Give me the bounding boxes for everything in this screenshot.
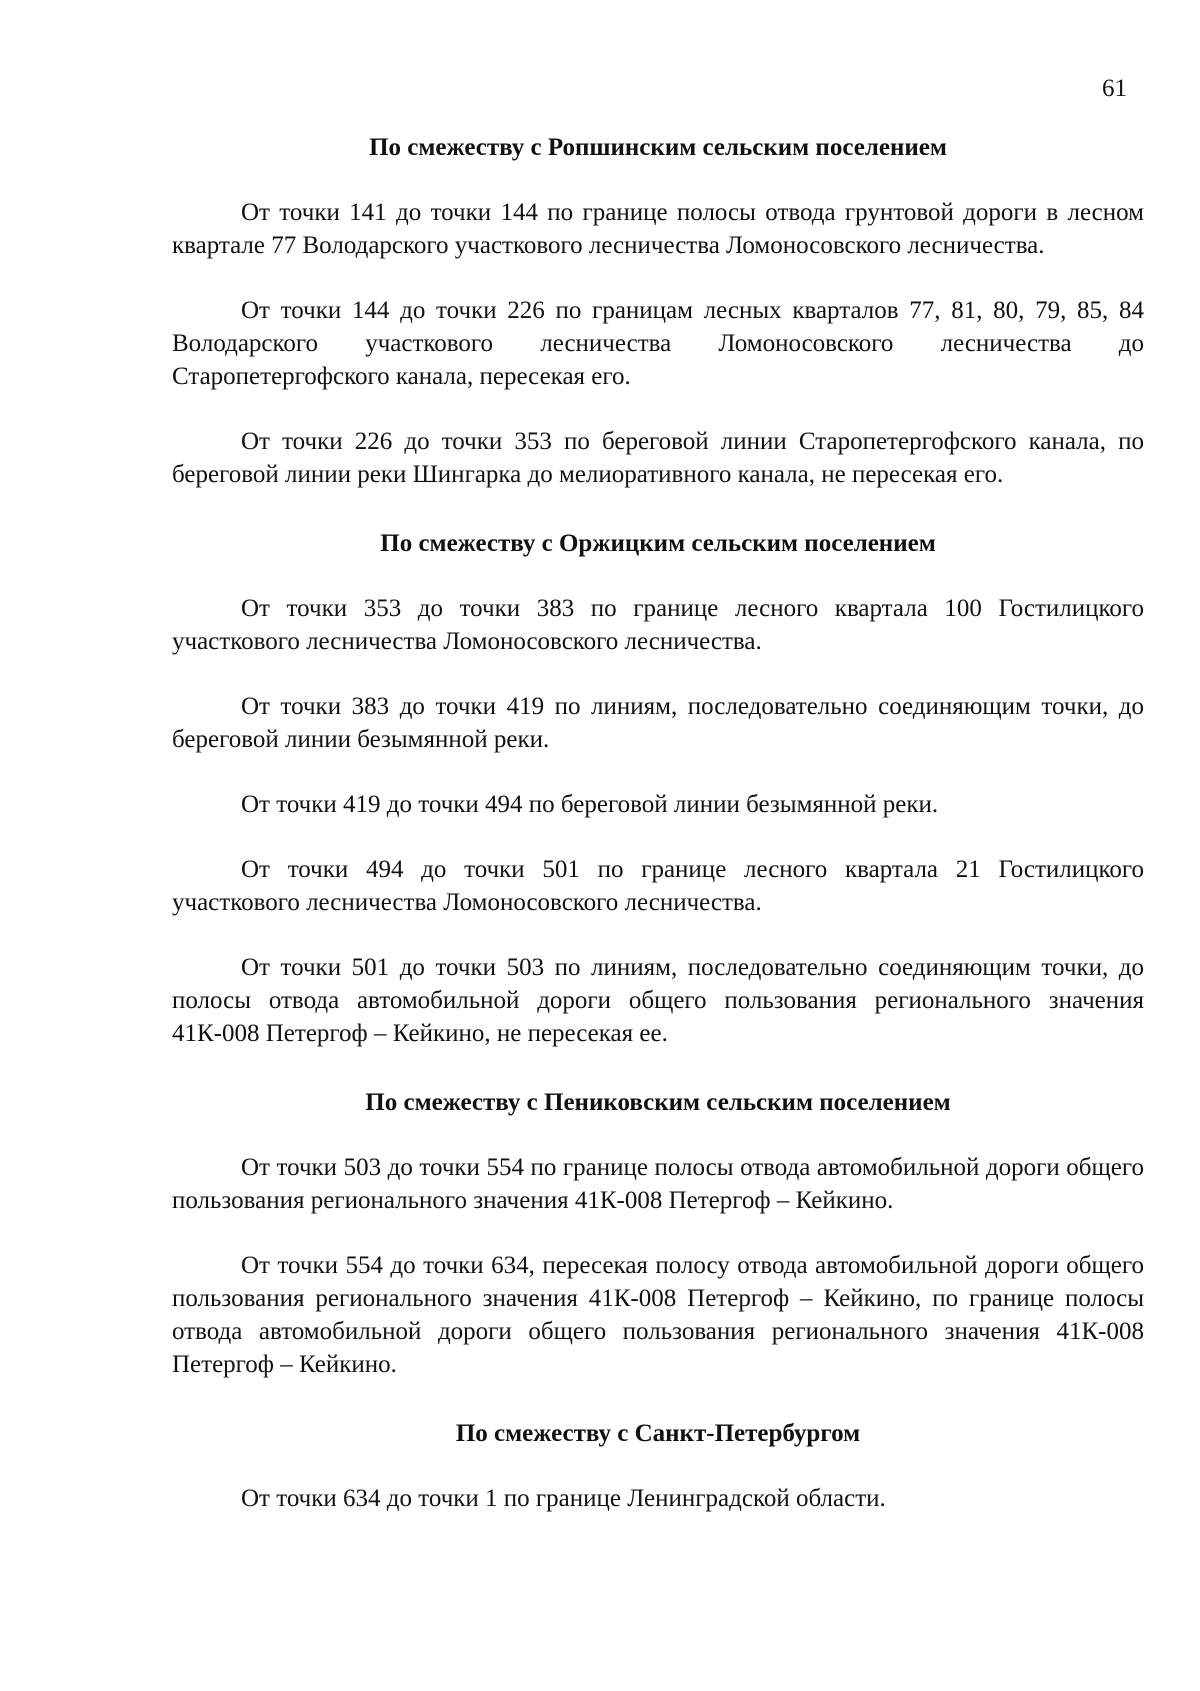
paragraph: От точки 141 до точки 144 по границе полосы отвода грунтовой дороги в лесном квартале 77 Володарского участкового лесничества Ломоносовского лесничества.: [172, 199, 1144, 259]
section-penniki: [172, 1086, 1144, 1381]
paragraph: От точки 554 до точки 634, пересекая полосу отвода автомобильной дороги общего пользования регионального значения 41К-008 Петергоф – Кейкино, по границе полосы отвода автомобильной дороги общего пользования регионального значения 41К-008 Петергоф – Кейкино.: [172, 1252, 1144, 1378]
paragraph: От точки 501 до точки 503 по линиям, последовательно соединяющим точки, до полосы отвода автомобильной дороги общего пользования регионального значения 41К-008 Петергоф – Кейкино, не пересекая ее.: [172, 954, 1144, 1047]
paragraph: От точки 353 до точки 383 по границе лесного квартала 100 Гостилицкого участкового лесничества Ломоносовского лесничества.: [172, 595, 1144, 655]
paragraph: От точки 383 до точки 419 по линиям, последовательно соединяющим точки, до береговой линии безымянной реки.: [172, 693, 1144, 753]
paragraph: От точки 144 до точки 226 по границам лесных кварталов 77, 81, 80, 79, 85, 84 Володарского участкового лесничества Ломоносовского лесничества до Старопетергофского канала, пересекая его.: [172, 297, 1144, 390]
section-heading: По смежеству с Пениковским сельским поселением: [365, 1089, 951, 1116]
section-orzhitsy: [172, 527, 1144, 1050]
section-heading: По смежеству с Ропшинским сельским поселением: [369, 134, 947, 161]
paragraph: От точки 634 до точки 1 по границе Ленинградской области.: [241, 1485, 886, 1512]
paragraph: От точки 503 до точки 554 по границе полосы отвода автомобильной дороги общего пользования регионального значения 41К-008 Петергоф – Кейкино.: [172, 1154, 1144, 1214]
paragraph: От точки 494 до точки 501 по границе лесного квартала 21 Гостилицкого участкового лесничества Ломоносовского лесничества.: [172, 856, 1144, 916]
document-body: [172, 131, 1144, 1515]
paragraph: От точки 226 до точки 353 по береговой линии Старопетергофского канала, по береговой линии реки Шингарка до мелиоративного канала, не пересекая его.: [172, 428, 1144, 488]
section-ropsha: [172, 131, 1144, 491]
section-saint-petersburg: [172, 1417, 1144, 1515]
section-heading: По смежеству с Оржицким сельским поселением: [380, 530, 936, 557]
section-heading: По смежеству с Санкт-Петербургом: [455, 1420, 861, 1447]
paragraph: От точки 419 до точки 494 по береговой линии безымянной реки.: [241, 791, 939, 818]
page-number: 61: [1102, 75, 1127, 102]
